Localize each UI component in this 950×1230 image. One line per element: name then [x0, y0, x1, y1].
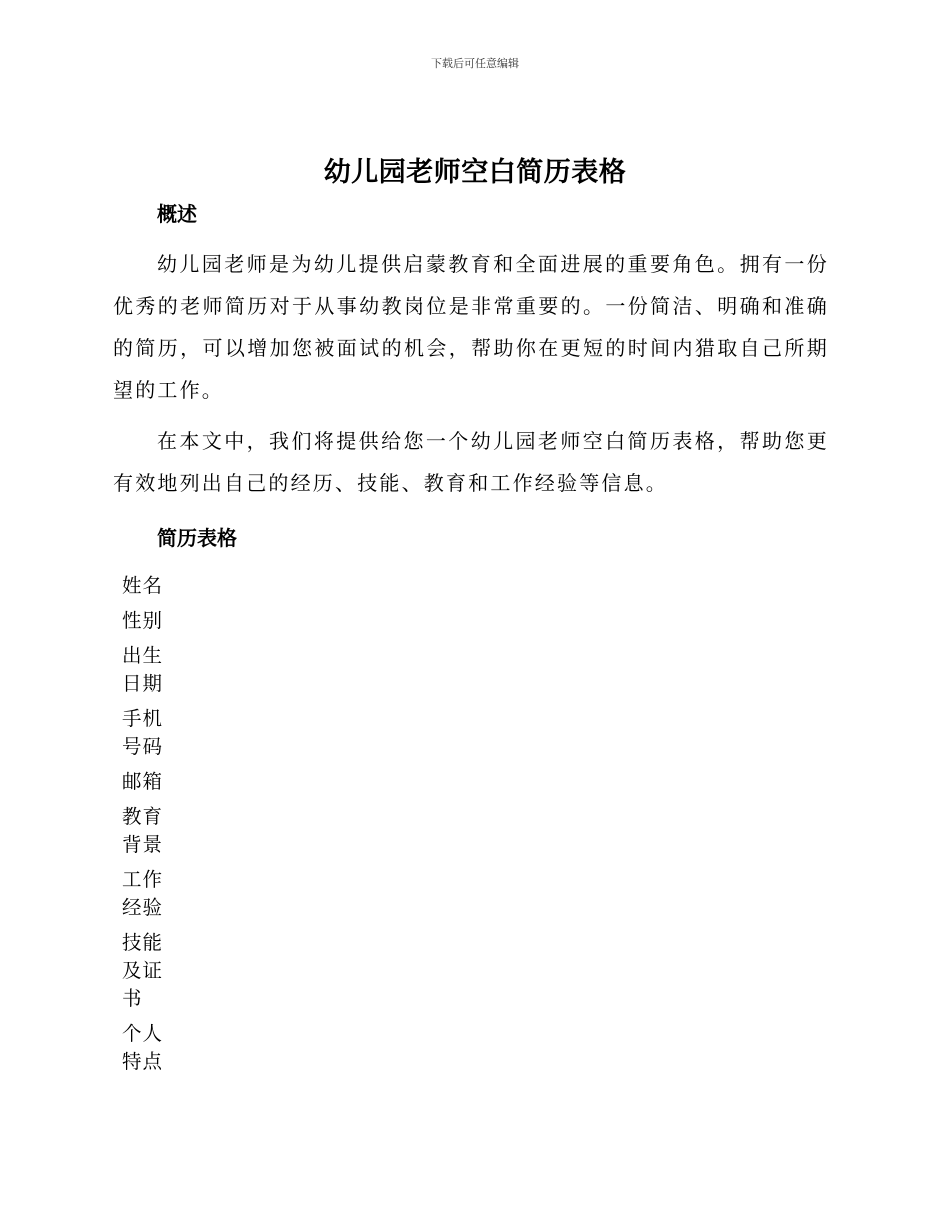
- header-note: 下载后可任意编辑: [431, 57, 519, 70]
- field-label-birth-date: 出生日期: [122, 644, 164, 695]
- field-label-work-experience: 工作经验: [122, 868, 164, 919]
- field-label-education: 教育背景: [122, 805, 164, 856]
- resume-form-heading: 简历表格: [157, 526, 237, 550]
- overview-heading: 概述: [157, 202, 197, 226]
- field-label-skills-certificates: 技能及证书: [122, 931, 164, 1010]
- field-label-name: 姓名: [122, 574, 164, 597]
- document-title: 幼儿园老师空白简历表格: [323, 157, 627, 188]
- overview-paragraph-1: 幼儿园老师是为幼儿提供启蒙教育和全面进展的重要角色。拥有一份优秀的老师简历对于从事幼教岗位是非常重要的。一份简洁、明确和准确的简历，可以增加您被面试的机会，帮助你在更短的时间内猎取自己所期望的工作。: [113, 252, 829, 402]
- field-label-gender: 性别: [122, 609, 164, 632]
- field-label-personal-traits: 个人特点: [122, 1022, 164, 1073]
- overview-paragraph-2: 在本文中，我们将提供给您一个幼儿园老师空白简历表格，帮助您更有效地列出自己的经历、技能、教育和工作经验等信息。: [113, 429, 829, 495]
- field-label-email: 邮箱: [122, 770, 164, 793]
- resume-form-fields: [122, 572, 168, 1083]
- field-label-phone: 手机号码: [122, 707, 164, 758]
